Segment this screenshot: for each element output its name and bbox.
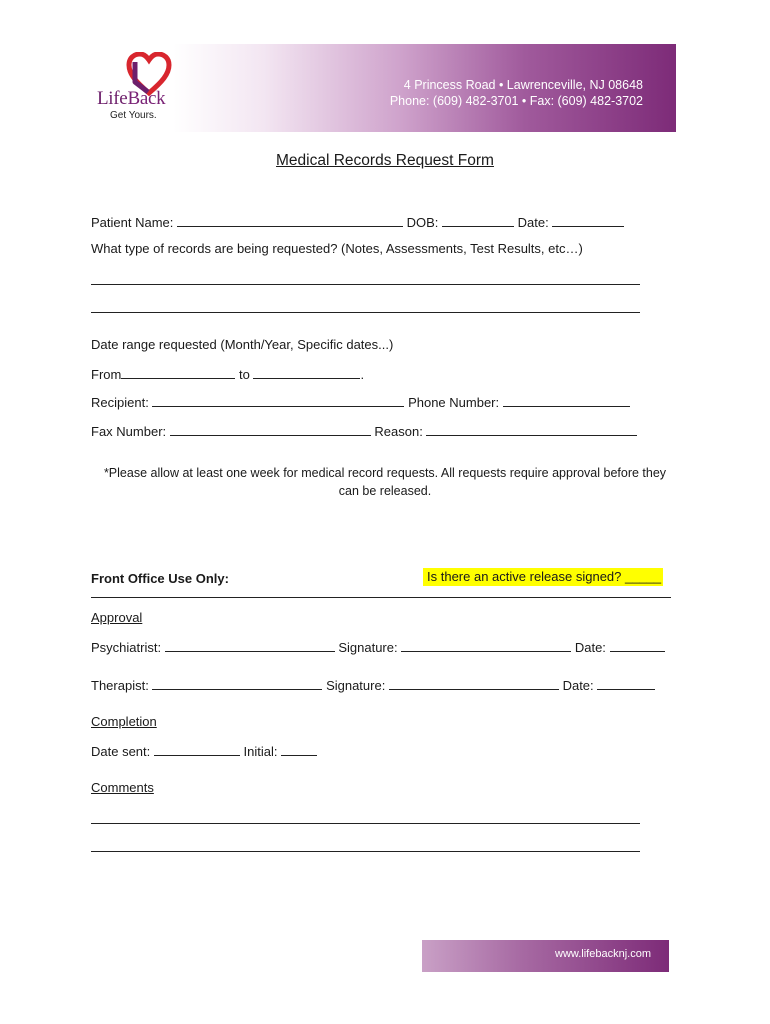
psychiatrist-signature-field[interactable] (401, 638, 571, 652)
recipient-row (91, 393, 630, 411)
front-office-heading: Front Office Use Only: (91, 571, 229, 586)
approval-heading: Approval (91, 610, 143, 625)
request-note-line-2: can be released. (338, 484, 432, 498)
therapist-field[interactable] (152, 676, 322, 690)
fax-row (91, 422, 637, 440)
therapist-date-field[interactable] (597, 676, 655, 690)
psychiatrist-date-field[interactable] (610, 638, 665, 652)
initial-field[interactable] (281, 742, 317, 756)
website-link[interactable]: www.lifebacknj.com (555, 948, 651, 960)
dob-field[interactable] (442, 213, 514, 227)
patient-info-row (91, 213, 624, 231)
records-question: What type of records are being requested? (Notes, Assessments, Test Results, etc…) (91, 241, 583, 256)
psychiatrist-signature-label: Signature: (338, 640, 398, 655)
dob-label: DOB: (406, 215, 439, 230)
date-label: Date: (517, 215, 549, 230)
therapist-signature-field[interactable] (389, 676, 559, 690)
therapist-label: Therapist: (91, 678, 149, 693)
patient-name-field[interactable] (177, 213, 403, 227)
to-field[interactable] (253, 365, 360, 379)
patient-name-label: Patient Name: (91, 215, 174, 230)
phone-number-label: Phone Number: (408, 395, 500, 410)
form-title: Medical Records Request Form (276, 152, 494, 169)
psychiatrist-label: Psychiatrist: (91, 640, 162, 655)
period: . (360, 367, 365, 382)
initial-label: Initial: (243, 744, 278, 759)
date-field[interactable] (552, 213, 624, 227)
date-sent-label: Date sent: (91, 744, 151, 759)
reason-label: Reason: (374, 424, 423, 439)
to-label: to (238, 367, 250, 382)
request-note-line-1: *Please allow at least one week for medical record requests. All requests require approval before they (103, 466, 667, 480)
logo-tagline: Get Yours. (110, 110, 157, 121)
recipient-field[interactable] (152, 393, 404, 407)
fax-number-label: Fax Number: (91, 424, 167, 439)
fax-number-field[interactable] (170, 422, 371, 436)
comments-line-1[interactable] (91, 823, 640, 824)
phone-fax-text: Phone: (609) 482-3701 • Fax: (609) 482-3702 (389, 94, 643, 108)
comments-heading: Comments (91, 780, 154, 795)
psychiatrist-date-label: Date: (574, 640, 606, 655)
records-answer-line-1[interactable] (91, 284, 640, 285)
release-question: Is there an active release signed? _____ (423, 569, 663, 585)
records-answer-line-2[interactable] (91, 312, 640, 313)
comments-line-2[interactable] (91, 851, 640, 852)
phone-number-field[interactable] (503, 393, 630, 407)
date-sent-field[interactable] (154, 742, 240, 756)
from-field[interactable] (121, 365, 235, 379)
therapist-signature-label: Signature: (326, 678, 386, 693)
footer-banner (422, 940, 669, 972)
address-text: 4 Princess Road • Lawrenceville, NJ 08648 (403, 78, 643, 92)
psychiatrist-field[interactable] (165, 638, 335, 652)
from-label: From (91, 367, 122, 382)
completion-row (91, 742, 317, 760)
header-banner (173, 44, 676, 132)
recipient-label: Recipient: (91, 395, 149, 410)
date-range-row (91, 365, 364, 383)
date-range-label: Date range requested (Month/Year, Specific dates...) (91, 337, 394, 352)
therapist-date-label: Date: (562, 678, 594, 693)
psychiatrist-row (91, 638, 665, 656)
section-divider (91, 597, 671, 598)
reason-field[interactable] (426, 422, 637, 436)
logo-wordmark: LifeBack (97, 88, 166, 109)
completion-heading: Completion (91, 714, 157, 729)
therapist-row (91, 676, 655, 694)
